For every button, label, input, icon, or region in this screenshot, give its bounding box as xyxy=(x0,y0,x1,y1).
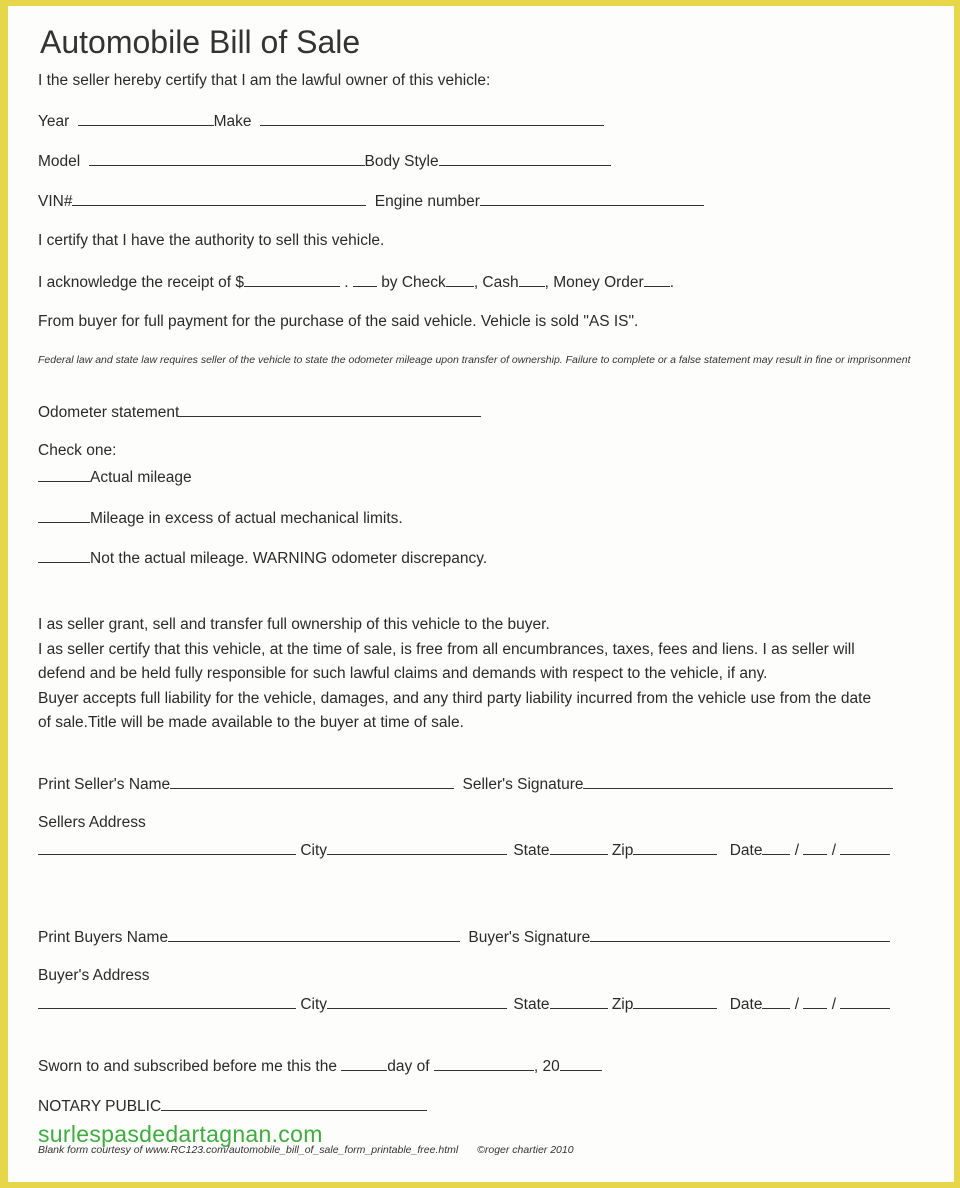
seller-signature-label: Seller's Signature xyxy=(462,776,584,793)
intro-text: I the seller hereby certify that I am the lawful owner of this vehicle: xyxy=(38,72,491,89)
by-check-label: by Check xyxy=(381,274,446,291)
sworn-month-field[interactable] xyxy=(434,1056,534,1071)
buyer-city-field[interactable] xyxy=(327,994,507,1009)
seller-name-field[interactable] xyxy=(170,774,454,789)
buyer-name-label: Print Buyers Name xyxy=(38,929,169,946)
buyer-signature-field[interactable] xyxy=(590,927,890,942)
state-label: State xyxy=(513,996,550,1013)
zip-label: Zip xyxy=(611,996,634,1013)
seller-address-row xyxy=(38,840,890,860)
federal-law-note: Federal law and state law requires seller of the vehicle to state the odometer mileage upon transfer of ownership. Failure to complete or a false statement may result in fine or imprisonment xyxy=(38,354,911,366)
authority-text: I certify that I have the authority to sell this vehicle. xyxy=(38,232,385,249)
footer xyxy=(38,1144,574,1156)
notary-label: NOTARY PUBLIC xyxy=(38,1098,162,1115)
seller-name-row xyxy=(38,774,893,794)
city-label: City xyxy=(300,842,328,859)
make-field[interactable] xyxy=(260,111,604,126)
seller-street-field[interactable] xyxy=(38,840,296,855)
model-label: Model xyxy=(38,153,81,170)
seller-date-day[interactable] xyxy=(803,840,827,855)
model-field[interactable] xyxy=(89,151,365,166)
buyer-address-row xyxy=(38,994,890,1014)
option-not-actual-mileage-checkbox[interactable] xyxy=(38,548,90,563)
receipt-row xyxy=(38,272,674,292)
seller-state-field[interactable] xyxy=(550,840,608,855)
engine-field[interactable] xyxy=(480,191,704,206)
year-label: Year xyxy=(38,113,70,130)
day-of-label: day of xyxy=(387,1058,430,1075)
receipt-end: . xyxy=(669,274,674,291)
vin-label: VIN# xyxy=(38,193,73,210)
option-label: Actual mileage xyxy=(90,469,192,486)
buyer-date-month[interactable] xyxy=(762,994,790,1009)
odometer-label: Odometer statement xyxy=(38,404,180,421)
buyer-street-field[interactable] xyxy=(38,994,296,1009)
model-body-row xyxy=(38,151,611,171)
zip-label: Zip xyxy=(611,842,634,859)
body-style-field[interactable] xyxy=(439,151,611,166)
watermark-text: surlespasdedartagnan.com xyxy=(38,1121,323,1147)
buyer-name-row xyxy=(38,927,890,947)
vin-field[interactable] xyxy=(72,191,366,206)
seller-date-month[interactable] xyxy=(762,840,790,855)
paragraph-line: I as seller grant, sell and transfer full ownership of this vehicle to the buyer. xyxy=(38,616,550,633)
year-field[interactable] xyxy=(78,111,214,126)
option-not-actual-mileage xyxy=(38,548,487,568)
date-slash: / xyxy=(831,842,837,859)
sworn-year-label: , 20 xyxy=(533,1058,560,1075)
vin-engine-row xyxy=(38,191,704,211)
option-label: Mileage in excess of actual mechanical limits. xyxy=(90,510,403,527)
check-field[interactable] xyxy=(446,272,474,287)
date-label: Date xyxy=(729,842,763,859)
seller-city-field[interactable] xyxy=(327,840,507,855)
transfer-paragraph xyxy=(38,613,918,736)
seller-zip-field[interactable] xyxy=(633,840,717,855)
seller-name-label: Print Seller's Name xyxy=(38,776,171,793)
notary-signature-field[interactable] xyxy=(161,1096,427,1111)
cents-field[interactable] xyxy=(353,272,377,287)
sworn-prefix: Sworn to and subscribed before me this the xyxy=(38,1058,337,1075)
cash-field[interactable] xyxy=(519,272,545,287)
footer-credit: ©roger chartier 2010 xyxy=(477,1144,574,1156)
odometer-row xyxy=(38,402,481,422)
buyer-state-field[interactable] xyxy=(550,994,608,1009)
odometer-field[interactable] xyxy=(179,402,481,417)
option-label: Not the actual mileage. WARNING odometer discrepancy. xyxy=(90,550,488,567)
engine-label: Engine number xyxy=(374,193,480,210)
full-payment-text: From buyer for full payment for the purchase of the said vehicle. Vehicle is sold "AS IS". xyxy=(38,313,639,330)
money-order-field[interactable] xyxy=(644,272,670,287)
state-label: State xyxy=(513,842,550,859)
year-make-row xyxy=(38,111,604,131)
buyer-date-day[interactable] xyxy=(803,994,827,1009)
date-slash: / xyxy=(794,996,800,1013)
money-order-label: , Money Order xyxy=(544,274,644,291)
date-label: Date xyxy=(729,996,763,1013)
receipt-dot: . xyxy=(344,274,349,291)
paragraph-line: of sale.Title will be made available to the buyer at time of sale. xyxy=(38,714,464,731)
dollars-field[interactable] xyxy=(244,272,340,287)
notary-row xyxy=(38,1096,427,1116)
option-excess-mileage-checkbox[interactable] xyxy=(38,508,90,523)
buyer-zip-field[interactable] xyxy=(633,994,717,1009)
city-label: City xyxy=(300,996,328,1013)
date-slash: / xyxy=(794,842,800,859)
sworn-day-field[interactable] xyxy=(341,1056,387,1071)
receipt-prefix: I acknowledge the receipt of $ xyxy=(38,274,244,291)
option-actual-mileage-checkbox[interactable] xyxy=(38,467,90,482)
buyer-date-year[interactable] xyxy=(840,994,890,1009)
date-slash: / xyxy=(831,996,837,1013)
buyer-name-field[interactable] xyxy=(168,927,460,942)
paragraph-line: Buyer accepts full liability for the vehicle, damages, and any third party liability incurred from the vehicle use from the date xyxy=(38,689,872,707)
bill-of-sale-form xyxy=(8,6,954,1182)
option-actual-mileage xyxy=(38,467,192,487)
seller-signature-field[interactable] xyxy=(583,774,893,789)
check-one-label: Check one: xyxy=(38,442,117,459)
buyer-signature-label: Buyer's Signature xyxy=(468,929,591,946)
buyer-address-label: Buyer's Address xyxy=(38,967,150,984)
paragraph-line: defend and be held fully responsible for such lawful claims and demands with respect to the vehicle, if any. xyxy=(38,665,768,682)
form-title: Automobile Bill of Sale xyxy=(40,24,361,60)
seller-address-label: Sellers Address xyxy=(38,814,146,831)
make-label: Make xyxy=(213,113,252,130)
sworn-year-field[interactable] xyxy=(560,1056,602,1071)
body-style-label: Body Style xyxy=(364,153,439,170)
paragraph-line: I as seller certify that this vehicle, at the time of sale, is free from all encumbrances, taxes, fees and liens. I as seller will xyxy=(38,640,855,658)
seller-date-year[interactable] xyxy=(840,840,890,855)
sworn-row xyxy=(38,1056,602,1076)
option-excess-mileage xyxy=(38,508,403,528)
footer-courtesy: Blank form courtesy of www.RC123.com/automobile_bill_of_sale_form_printable_free.html xyxy=(38,1144,459,1156)
cash-label: , Cash xyxy=(473,274,519,291)
